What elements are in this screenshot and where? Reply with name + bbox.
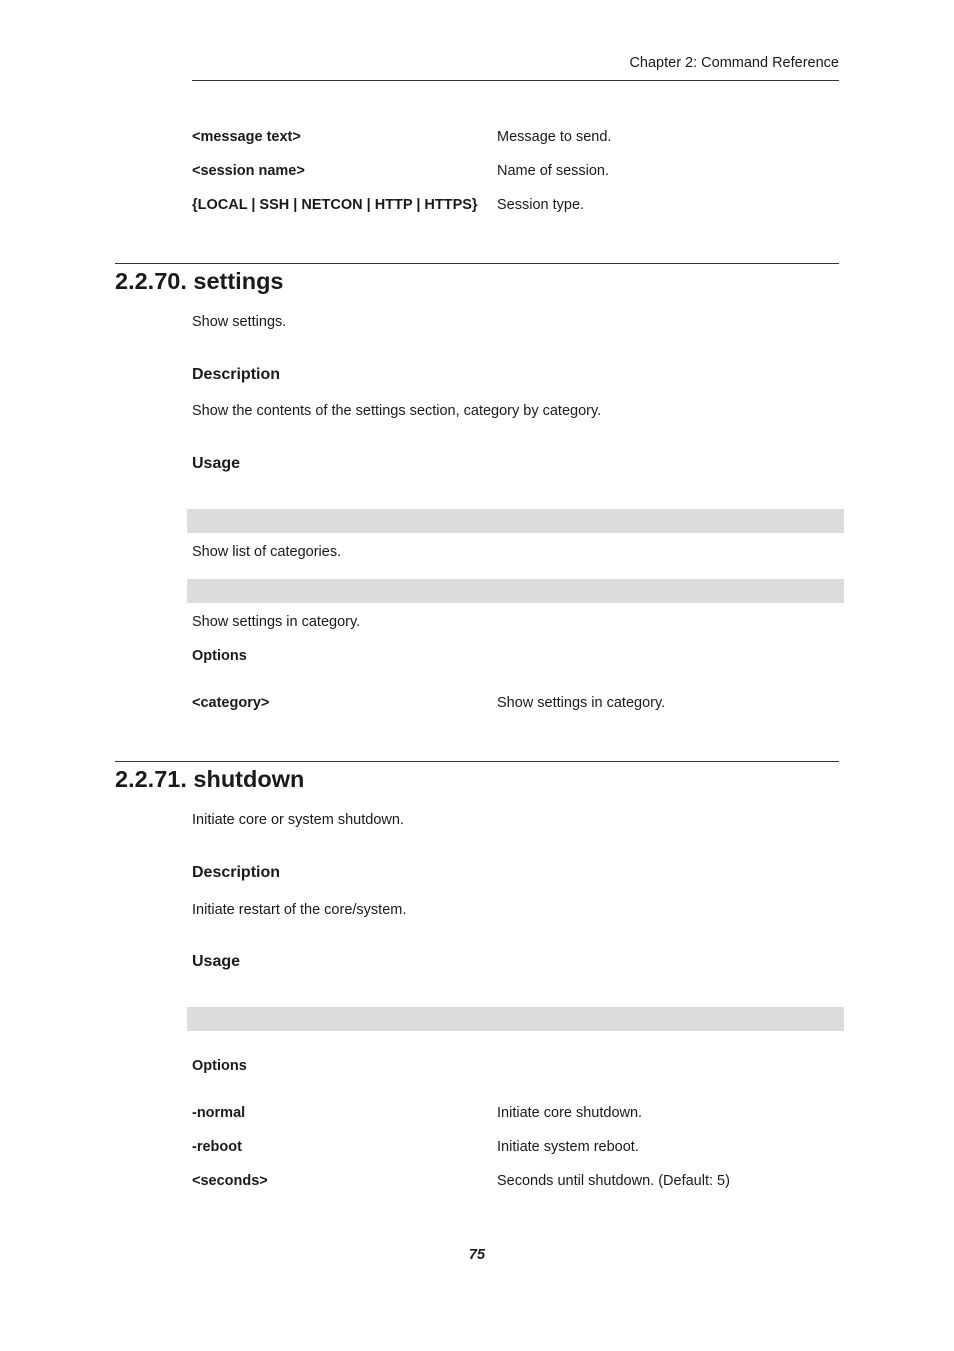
page-number: 75: [468, 1247, 486, 1263]
section-title-shutdown: 2.2.71. shutdown: [115, 766, 305, 792]
option-name: <category>: [192, 695, 270, 711]
shutdown-description-heading: Description: [192, 864, 281, 881]
settings-usage-text: Show list of categories.: [192, 544, 342, 560]
shutdown-usage-heading: Usage: [192, 953, 241, 970]
settings-usage-text: Show settings in category.: [192, 614, 361, 630]
shutdown-options-heading: Options: [192, 1058, 247, 1074]
running-header: Chapter 2: Command Reference: [629, 55, 839, 71]
section-divider: [115, 263, 839, 264]
option-name: {LOCAL | SSH | NETCON | HTTP | HTTPS}: [192, 197, 478, 213]
option-name: -reboot: [192, 1139, 242, 1155]
option-description: Session type.: [497, 197, 585, 213]
option-description: Initiate system reboot.: [497, 1139, 639, 1155]
option-name: -normal: [192, 1105, 246, 1121]
option-name: <session name>: [192, 163, 305, 179]
option-description: Seconds until shutdown. (Default: 5): [497, 1173, 730, 1189]
shutdown-summary: Initiate core or system shutdown.: [192, 812, 404, 828]
shutdown-description: Initiate restart of the core/system.: [192, 902, 407, 918]
settings-options-heading: Options: [192, 648, 247, 664]
settings-usage-code-block: [187, 509, 844, 533]
settings-description: Show the contents of the settings section, category by category.: [192, 403, 602, 419]
section-divider: [115, 761, 839, 762]
option-name: <seconds>: [192, 1173, 268, 1189]
settings-usage-heading: Usage: [192, 455, 241, 472]
option-name: <message text>: [192, 129, 301, 145]
settings-description-heading: Description: [192, 366, 281, 383]
option-description: Show settings in category.: [497, 695, 666, 711]
option-description: Initiate core shutdown.: [497, 1105, 643, 1121]
header-divider: [192, 80, 839, 81]
option-description: Name of session.: [497, 163, 610, 179]
settings-usage-code-block: [187, 579, 844, 603]
option-description: Message to send.: [497, 129, 612, 145]
settings-summary: Show settings.: [192, 314, 287, 330]
section-title-settings: 2.2.70. settings: [115, 268, 284, 294]
shutdown-usage-code-block: [187, 1007, 844, 1031]
